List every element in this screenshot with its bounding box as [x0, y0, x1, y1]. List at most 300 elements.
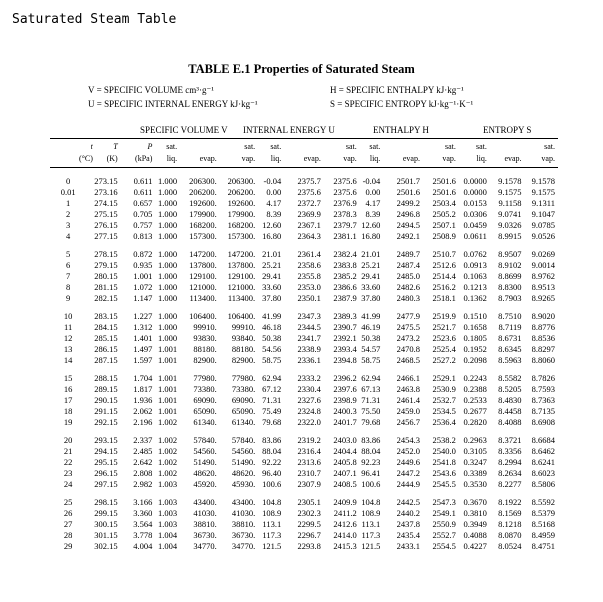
cell-vol-sat-liq: 1.000 [158, 322, 178, 332]
cell-vol-sat-liq: 1.002 [158, 468, 178, 478]
cell-vol-sat-vap: 54560. [231, 446, 256, 456]
cell-temp-k: 292.15 [94, 417, 118, 427]
cell-s-evap: 9.0326 [498, 220, 522, 230]
cell-temp-c: 26 [63, 508, 73, 518]
cell-vol-evap: 48620. [193, 468, 217, 478]
cell-u-sat-vap: 2378.3 [333, 209, 357, 219]
cell-u-sat-liq: 113.1 [262, 519, 282, 529]
definition-internal-energy: U = SPECIFIC INTERNAL ENERGY kJ·kg⁻¹ [88, 99, 258, 109]
cell-u-sat-liq: 108.9 [262, 508, 282, 518]
cell-u-evap: 2364.3 [297, 231, 321, 241]
cell-s-sat-liq: 0.3670 [463, 497, 487, 507]
cell-s-sat-vap: 9.0014 [531, 260, 555, 270]
cell-s-sat-vap: 9.0526 [531, 231, 555, 241]
cell-vol-sat-vap: 93840. [231, 333, 256, 343]
definition-volume: V = SPECIFIC VOLUME cm³·g⁻¹ [88, 85, 214, 95]
cell-h-sat-vap: 2532.7 [432, 395, 456, 405]
cell-vol-sat-liq: 1.001 [158, 373, 178, 383]
cell-s-evap: 8.9102 [498, 260, 522, 270]
cell-vol-evap: 82900. [193, 355, 217, 365]
cell-h-evap: 2456.7 [396, 417, 420, 427]
cell-h-sat-liq: 79.68 [361, 417, 381, 427]
cell-h-evap: 2482.6 [396, 282, 420, 292]
cell-s-sat-liq: 0.1805 [463, 333, 487, 343]
cell-h-sat-liq: 92.23 [361, 457, 381, 467]
cell-s-evap: 8.7510 [498, 311, 522, 321]
cell-s-sat-vap: 8.6462 [531, 446, 555, 456]
cell-h-evap: 2454.3 [396, 435, 420, 445]
cell-u-evap: 2375.7 [297, 176, 321, 186]
cell-u-sat-liq: 25.21 [262, 260, 282, 270]
cell-s-sat-vap: 8.8536 [531, 333, 555, 343]
cell-u-evap: 2341.7 [297, 333, 321, 343]
cell-s-evap: 9.1575 [498, 187, 522, 197]
cell-vol-evap: 88180. [193, 344, 217, 354]
cell-u-evap: 2316.4 [297, 446, 321, 456]
cell-s-evap: 8.3356 [498, 446, 522, 456]
cell-u-sat-vap: 2387.9 [333, 293, 357, 303]
cell-h-sat-liq: 71.31 [361, 395, 381, 405]
cell-vol-sat-vap: 48620. [231, 468, 256, 478]
cell-vol-sat-vap: 157300. [227, 231, 256, 241]
cell-pressure: 1.401 [133, 333, 153, 343]
cell-vol-evap: 65090. [193, 406, 217, 416]
header-rule-bottom [50, 167, 558, 168]
cell-temp-c: 3 [66, 220, 71, 230]
cell-pressure: 3.166 [133, 497, 153, 507]
cell-u-sat-liq: 71.31 [262, 395, 282, 405]
cell-temp-c: 8 [66, 282, 71, 292]
column-header-s-sat-liq-bottom: liq. [476, 154, 487, 163]
cell-h-evap: 2499.2 [396, 198, 420, 208]
column-header-h-sat-liq-top: sat. [369, 142, 381, 151]
cell-vol-evap: 61340. [193, 417, 217, 427]
cell-vol-evap: 192600. [189, 198, 217, 208]
cell-u-sat-vap: 2401.7 [333, 417, 357, 427]
cell-vol-sat-vap: 69090. [231, 395, 256, 405]
cell-temp-c: 28 [63, 530, 73, 540]
cell-h-sat-vap: 2552.7 [432, 530, 456, 540]
cell-u-sat-liq: 100.6 [262, 479, 282, 489]
cell-u-sat-liq: 58.75 [262, 355, 282, 365]
cell-h-sat-liq: 12.60 [361, 220, 381, 230]
cell-vol-sat-vap: 113400. [227, 293, 256, 303]
cell-s-evap: 8.5205 [498, 384, 522, 394]
cell-pressure: 1.227 [133, 311, 153, 321]
cell-h-evap: 2463.8 [396, 384, 420, 394]
cell-temp-k: 295.15 [94, 457, 118, 467]
cell-vol-sat-vap: 168200. [227, 220, 256, 230]
cell-vol-sat-liq: 1.000 [158, 209, 178, 219]
cell-u-sat-vap: 2376.9 [333, 198, 357, 208]
cell-temp-c: 1 [66, 198, 71, 208]
cell-temp-k: 299.15 [94, 508, 118, 518]
cell-h-sat-vap: 2521.7 [432, 322, 456, 332]
cell-vol-evap: 38810. [193, 519, 217, 529]
cell-s-evap: 8.1218 [498, 519, 522, 529]
cell-h-sat-liq: 62.94 [361, 373, 381, 383]
cell-temp-k: 287.15 [94, 355, 118, 365]
cell-s-sat-vap: 8.6684 [531, 435, 555, 445]
cell-h-evap: 2480.3 [396, 293, 420, 303]
cell-pressure: 0.611 [133, 176, 153, 186]
column-header-vol-evap-bottom: evap. [199, 154, 217, 163]
cell-h-sat-vap: 2514.4 [432, 271, 456, 281]
cell-pressure: 2.062 [133, 406, 153, 416]
cell-temp-k: 297.15 [94, 479, 118, 489]
cell-h-evap: 2452.0 [396, 446, 420, 456]
cell-vol-sat-vap: 73380. [231, 384, 256, 394]
cell-u-sat-liq: 96.40 [262, 468, 282, 478]
cell-temp-c: 7 [66, 271, 71, 281]
cell-h-sat-vap: 2541.8 [432, 457, 456, 467]
cell-vol-sat-liq: 1.003 [158, 497, 178, 507]
cell-pressure: 0.611 [133, 187, 153, 197]
cell-h-evap: 2477.9 [396, 311, 420, 321]
cell-vol-evap: 77980. [193, 373, 217, 383]
column-header-u-sat-liq-bottom: liq. [270, 154, 282, 163]
cell-s-evap: 8.4458 [498, 406, 522, 416]
cell-vol-sat-vap: 65090. [231, 406, 256, 416]
cell-temp-k: 289.15 [94, 384, 118, 394]
header-rule-top [50, 138, 558, 139]
cell-pressure: 0.757 [133, 220, 153, 230]
cell-h-sat-liq: 75.50 [361, 406, 381, 416]
cell-s-evap: 8.2634 [498, 468, 522, 478]
cell-temp-c: 22 [63, 457, 73, 467]
cell-vol-sat-liq: 1.001 [158, 344, 178, 354]
cell-h-sat-vap: 2519.9 [432, 311, 456, 321]
cell-u-sat-vap: 2386.6 [333, 282, 357, 292]
cell-pressure: 2.982 [133, 479, 153, 489]
cell-temp-c: 11 [64, 322, 73, 332]
cell-u-sat-vap: 2409.9 [333, 497, 357, 507]
cell-vol-sat-vap: 137800. [227, 260, 256, 270]
cell-u-evap: 2305.1 [297, 497, 321, 507]
cell-vol-evap: 179900. [189, 209, 217, 219]
cell-temp-k: 284.15 [94, 322, 118, 332]
cell-vol-sat-vap: 41030. [231, 508, 256, 518]
cell-pressure: 3.564 [133, 519, 153, 529]
cell-vol-sat-liq: 1.000 [158, 249, 178, 259]
cell-h-evap: 2501.6 [396, 187, 420, 197]
cell-temp-c: 0.01 [60, 187, 76, 197]
cell-h-sat-liq: 104.8 [361, 497, 381, 507]
cell-s-sat-vap: 9.0269 [531, 249, 555, 259]
cell-vol-sat-vap: 121000. [227, 282, 256, 292]
column-header-s-sat-liq-top: sat. [475, 142, 487, 151]
cell-h-sat-vap: 2501.6 [432, 187, 456, 197]
cell-s-evap: 8.9507 [498, 249, 522, 259]
cell-h-sat-vap: 2545.5 [432, 479, 456, 489]
cell-h-sat-vap: 2510.7 [432, 249, 456, 259]
cell-temp-k: 286.15 [94, 344, 118, 354]
cell-vol-sat-liq: 1.003 [158, 479, 178, 489]
cell-temp-c: 5 [66, 249, 71, 259]
cell-u-sat-liq: 79.68 [262, 417, 282, 427]
cell-temp-c: 29 [63, 541, 73, 551]
cell-h-sat-vap: 2543.6 [432, 468, 456, 478]
cell-vol-evap: 121000. [189, 282, 217, 292]
cell-vol-evap: 73380. [193, 384, 217, 394]
column-header-temp-c-top: t [90, 142, 93, 151]
cell-vol-evap: 157300. [189, 231, 217, 241]
cell-h-evap: 2433.1 [396, 541, 420, 551]
cell-s-sat-vap: 8.6241 [531, 457, 555, 467]
cell-u-evap: 2302.3 [297, 508, 321, 518]
cell-h-sat-liq: 8.39 [365, 209, 381, 219]
cell-vol-evap: 57840. [193, 435, 217, 445]
cell-u-sat-vap: 2396.2 [333, 373, 357, 383]
column-header-u-sat-vap-top: sat. [345, 142, 357, 151]
cell-u-sat-vap: 2405.8 [333, 457, 357, 467]
cell-s-evap: 8.7903 [498, 293, 522, 303]
cell-s-sat-vap: 8.9265 [531, 293, 555, 303]
cell-pressure: 2.808 [133, 468, 153, 478]
cell-s-sat-liq: 0.1952 [463, 344, 487, 354]
cell-pressure: 2.337 [133, 435, 153, 445]
cell-vol-evap: 206200. [189, 187, 217, 197]
column-header-temp-k-top: T [113, 142, 118, 151]
cell-s-sat-vap: 8.7135 [531, 406, 555, 416]
column-header-h-evap-bottom: evap. [402, 154, 420, 163]
cell-u-sat-liq: 88.04 [262, 446, 282, 456]
cell-s-sat-vap: 9.1311 [531, 198, 555, 208]
cell-s-sat-liq: 0.3810 [463, 508, 487, 518]
cell-s-evap: 9.1158 [498, 198, 522, 208]
cell-s-evap: 8.6731 [498, 333, 522, 343]
cell-u-sat-liq: 83.86 [262, 435, 282, 445]
cell-temp-k: 279.15 [94, 260, 118, 270]
cell-s-evap: 8.2277 [498, 479, 522, 489]
cell-temp-c: 21 [63, 446, 73, 456]
column-header-pressure-top: P [147, 142, 153, 151]
cell-vol-sat-vap: 88180. [231, 344, 256, 354]
cell-temp-c: 23 [63, 468, 73, 478]
column-header-vol-sat-vap-bottom: vap. [241, 154, 256, 163]
cell-s-evap: 8.7119 [498, 322, 522, 332]
cell-u-sat-vap: 2390.7 [333, 322, 357, 332]
cell-u-sat-vap: 2382.4 [333, 249, 357, 259]
cell-u-sat-liq: 50.38 [262, 333, 282, 343]
cell-h-sat-liq: 16.80 [361, 231, 381, 241]
cell-temp-k: 281.15 [94, 282, 118, 292]
cell-vol-sat-liq: 1.000 [158, 176, 178, 186]
cell-h-evap: 2470.8 [396, 344, 420, 354]
cell-s-evap: 8.4830 [498, 395, 522, 405]
cell-vol-evap: 113400. [189, 293, 217, 303]
cell-s-evap: 8.5582 [498, 373, 522, 383]
cell-h-sat-liq: 121.5 [361, 541, 381, 551]
cell-u-evap: 2322.0 [297, 417, 321, 427]
cell-h-sat-vap: 2523.6 [432, 333, 456, 343]
cell-s-sat-vap: 8.5806 [531, 479, 555, 489]
cell-pressure: 1.497 [133, 344, 153, 354]
cell-u-sat-liq: 75.49 [262, 406, 282, 416]
cell-vol-evap: 41030. [193, 508, 217, 518]
column-header-vol-sat-liq-top: sat. [166, 142, 178, 151]
cell-vol-evap: 168200. [189, 220, 217, 230]
cell-s-evap: 8.3721 [498, 435, 522, 445]
cell-s-sat-liq: 0.0000 [463, 176, 487, 186]
cell-vol-evap: 45920. [193, 479, 217, 489]
cell-temp-c: 18 [63, 406, 73, 416]
cell-temp-k: 282.15 [94, 293, 118, 303]
cell-vol-sat-vap: 147200. [227, 249, 256, 259]
cell-pressure: 2.485 [133, 446, 153, 456]
cell-pressure: 0.813 [133, 231, 153, 241]
cell-h-sat-vap: 2536.4 [432, 417, 456, 427]
cell-vol-sat-vap: 192600. [227, 198, 256, 208]
cell-temp-c: 10 [63, 311, 73, 321]
cell-u-evap: 2367.1 [297, 220, 321, 230]
cell-vol-sat-liq: 1.000 [158, 271, 178, 281]
cell-h-sat-liq: 21.01 [361, 249, 381, 259]
cell-u-sat-vap: 2407.1 [333, 468, 357, 478]
cell-temp-k: 301.15 [94, 530, 118, 540]
cell-s-sat-liq: 0.3530 [463, 479, 487, 489]
cell-s-sat-liq: 0.0153 [463, 198, 487, 208]
cell-h-sat-liq: 83.86 [361, 435, 381, 445]
cell-vol-evap: 206300. [189, 176, 217, 186]
cell-s-evap: 8.0524 [498, 541, 522, 551]
cell-u-sat-vap: 2412.6 [333, 519, 357, 529]
cell-vol-sat-liq: 1.000 [158, 311, 178, 321]
cell-s-sat-vap: 9.0785 [531, 220, 555, 230]
cell-vol-sat-liq: 1.000 [158, 333, 178, 343]
cell-s-evap: 8.4088 [498, 417, 522, 427]
cell-h-sat-vap: 2538.2 [432, 435, 456, 445]
cell-u-sat-liq: -0.04 [263, 176, 282, 186]
cell-temp-k: 277.15 [94, 231, 118, 241]
cell-u-evap: 2372.7 [297, 198, 321, 208]
cell-s-sat-liq: 0.0306 [463, 209, 487, 219]
cell-u-sat-liq: 33.60 [262, 282, 282, 292]
cell-u-evap: 2299.5 [297, 519, 321, 529]
cell-u-sat-liq: 121.5 [262, 541, 282, 551]
cell-s-evap: 8.1922 [498, 497, 522, 507]
cell-s-sat-vap: 9.1578 [531, 176, 555, 186]
cell-vol-sat-liq: 1.000 [158, 293, 178, 303]
cell-temp-k: 294.15 [94, 446, 118, 456]
cell-temp-k: 280.15 [94, 271, 118, 281]
cell-h-evap: 2442.5 [396, 497, 420, 507]
cell-temp-c: 9 [66, 293, 71, 303]
cell-h-evap: 2485.0 [396, 271, 420, 281]
cell-h-evap: 2466.1 [396, 373, 420, 383]
cell-u-sat-liq: 16.80 [262, 231, 282, 241]
column-header-h-sat-vap-bottom: vap. [442, 154, 456, 163]
cell-vol-sat-vap: 36730. [231, 530, 256, 540]
cell-h-sat-vap: 2505.2 [432, 209, 456, 219]
group-header-internal-energy: INTERNAL ENERGY U [243, 125, 335, 135]
cell-u-evap: 2324.8 [297, 406, 321, 416]
cell-vol-evap: 93830. [193, 333, 217, 343]
cell-u-sat-vap: 2415.3 [333, 541, 357, 551]
cell-h-sat-liq: 29.41 [361, 271, 381, 281]
cell-u-sat-vap: 2389.3 [333, 311, 357, 321]
cell-pressure: 1.597 [133, 355, 153, 365]
cell-u-evap: 2327.6 [297, 395, 321, 405]
column-header-h-sat-vap-top: sat. [444, 142, 456, 151]
cell-u-evap: 2353.0 [297, 282, 321, 292]
cell-h-sat-liq: 67.13 [361, 384, 381, 394]
cell-vol-sat-liq: 1.002 [158, 435, 178, 445]
cell-s-sat-liq: 0.2677 [463, 406, 487, 416]
cell-temp-c: 27 [63, 519, 73, 529]
cell-h-sat-vap: 2516.2 [432, 282, 456, 292]
definition-entropy: S = SPECIFIC ENTROPY kJ·kg⁻¹·K⁻¹ [330, 99, 474, 109]
cell-vol-sat-liq: 1.000 [158, 220, 178, 230]
cell-pressure: 2.642 [133, 457, 153, 467]
cell-h-sat-liq: 46.19 [361, 322, 381, 332]
cell-pressure: 1.312 [133, 322, 153, 332]
cell-temp-c: 13 [63, 344, 73, 354]
cell-h-sat-vap: 2529.1 [432, 373, 456, 383]
cell-s-sat-liq: 0.3247 [463, 457, 487, 467]
cell-temp-k: 288.15 [94, 373, 118, 383]
cell-h-evap: 2435.4 [396, 530, 420, 540]
cell-s-sat-liq: 0.1213 [463, 282, 487, 292]
cell-h-sat-liq: 54.57 [361, 344, 381, 354]
cell-u-sat-liq: 54.56 [262, 344, 282, 354]
cell-u-sat-vap: 2414.0 [333, 530, 357, 540]
cell-u-sat-liq: 104.8 [262, 497, 282, 507]
cell-s-sat-liq: 0.1510 [463, 311, 487, 321]
group-header-entropy: ENTROPY S [483, 125, 532, 135]
cell-temp-k: 300.15 [94, 519, 118, 529]
cell-s-sat-liq: 0.3389 [463, 468, 487, 478]
cell-s-sat-liq: 0.2098 [463, 355, 487, 365]
cell-h-sat-vap: 2554.5 [432, 541, 456, 551]
cell-h-sat-vap: 2534.5 [432, 406, 456, 416]
cell-s-evap: 8.6345 [498, 344, 522, 354]
column-header-pressure-bottom: (kPa) [135, 154, 153, 163]
cell-vol-sat-liq: 1.003 [158, 508, 178, 518]
cell-s-sat-vap: 8.5592 [531, 497, 555, 507]
cell-u-sat-vap: 2375.6 [333, 187, 357, 197]
cell-s-sat-vap: 8.4751 [531, 541, 555, 551]
cell-h-sat-liq: 96.41 [361, 468, 381, 478]
cell-u-evap: 2336.1 [297, 355, 321, 365]
cell-u-sat-liq: 21.01 [262, 249, 282, 259]
cell-h-sat-vap: 2501.6 [432, 176, 456, 186]
cell-vol-sat-liq: 1.000 [158, 198, 178, 208]
cell-u-sat-vap: 2403.0 [333, 435, 357, 445]
cell-u-evap: 2355.8 [297, 271, 321, 281]
cell-temp-k: 285.15 [94, 333, 118, 343]
cell-s-sat-vap: 8.9513 [531, 282, 555, 292]
cell-s-sat-liq: 0.2963 [463, 435, 487, 445]
cell-h-sat-vap: 2550.9 [432, 519, 456, 529]
cell-temp-k: 290.15 [94, 395, 118, 405]
cell-vol-sat-vap: 57840. [231, 435, 256, 445]
cell-h-sat-vap: 2503.4 [432, 198, 456, 208]
cell-pressure: 3.778 [133, 530, 153, 540]
cell-u-sat-vap: 2394.8 [333, 355, 357, 365]
cell-s-sat-liq: 0.2388 [463, 384, 487, 394]
cell-h-sat-liq: 37.80 [361, 293, 381, 303]
cell-s-evap: 9.0741 [498, 209, 522, 219]
cell-vol-sat-vap: 206300. [227, 176, 256, 186]
cell-h-evap: 2437.8 [396, 519, 420, 529]
cell-temp-k: 273.15 [94, 176, 118, 186]
column-header-u-evap-bottom: evap. [303, 154, 321, 163]
cell-u-sat-vap: 2408.5 [333, 479, 357, 489]
column-header-temp-k-bottom: (K) [106, 154, 118, 163]
cell-temp-c: 2 [66, 209, 71, 219]
cell-s-sat-liq: 0.1658 [463, 322, 487, 332]
